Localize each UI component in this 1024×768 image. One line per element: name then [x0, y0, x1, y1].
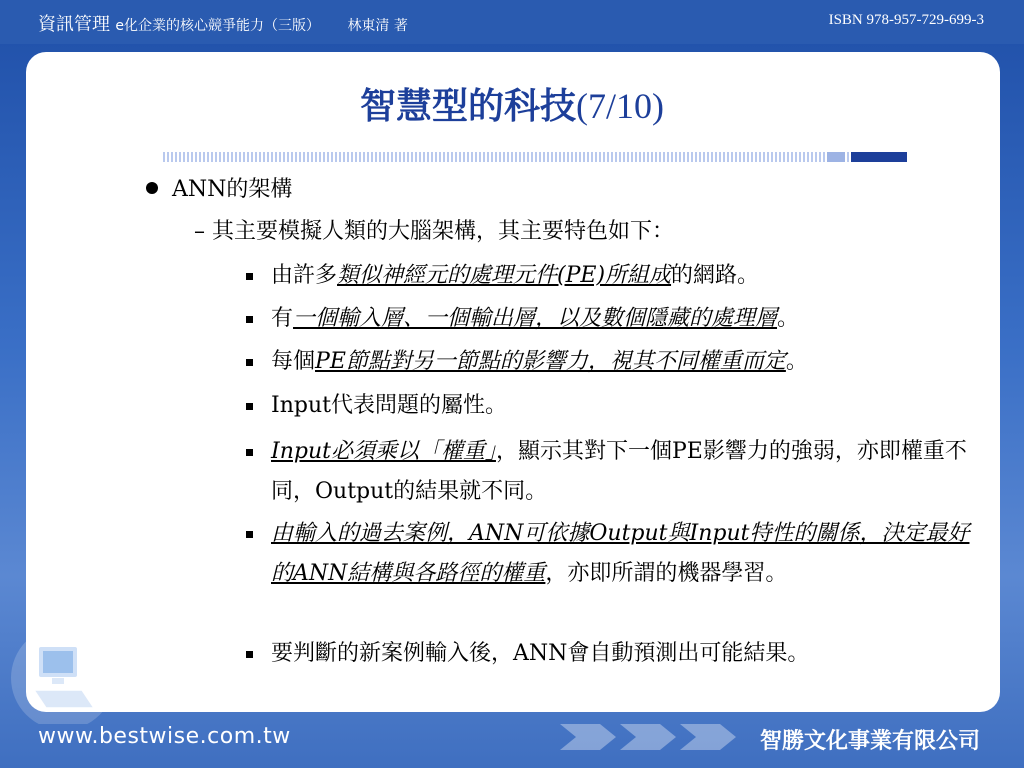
- slide-card: [26, 52, 1000, 712]
- list-item: [246, 386, 986, 426]
- b3-post: 。: [785, 349, 808, 374]
- b2-emphasis: 一個輸入層、一個輸出層，以及數個隱藏的處理層: [293, 306, 778, 331]
- list-item: [246, 514, 986, 594]
- b6-post: ，亦即所謂的機器學習。: [545, 561, 788, 586]
- divider-accent-light: [827, 152, 845, 162]
- b4-text: Input代表問題的屬性。: [271, 393, 507, 418]
- b1-pre: 由許多: [271, 263, 338, 288]
- bullet-level1: [146, 172, 292, 203]
- b7-text: 要判斷的新案例輸入後，ANN會自動預測出可能結果。: [271, 641, 810, 666]
- divider-accent-dark: [851, 152, 907, 162]
- computer-icon: [8, 632, 118, 724]
- bullet-square-icon: [246, 531, 253, 538]
- list-item: [246, 256, 986, 296]
- b2-pre: 有: [271, 306, 294, 331]
- book-author: 林東清 著: [347, 18, 408, 34]
- bullet-square-icon: [246, 273, 253, 280]
- bullet-square-icon: [246, 316, 253, 323]
- b5-post: ，顯示其對下一個PE影響力的強弱，亦即權重不同，Output的結果就不同。: [271, 439, 967, 504]
- b6-emphasis: 由輸入的過去案例，ANN可依據Output與Input特性的關係，決定最好的ANN結構與各路徑的權重: [271, 521, 970, 586]
- bullet-level2: – 其主要模擬人類的大腦架構，其主要特色如下：: [194, 219, 674, 244]
- bullet-level1-text: ANN的架構: [172, 177, 293, 202]
- bullet-dot-icon: [146, 182, 158, 194]
- isbn: ISBN 978-957-729-699-3: [828, 12, 984, 28]
- arrow-decoration-icon: [560, 716, 780, 758]
- list-item: [246, 299, 986, 339]
- book-prefix: 資訊管理: [38, 14, 110, 35]
- b1-post: 的網路。: [671, 263, 760, 288]
- list-item: [246, 634, 986, 674]
- bullet-square-icon: [246, 651, 253, 658]
- book-header: [38, 10, 408, 36]
- b1-emphasis: 類似神經元的處理元件(PE)所組成: [337, 263, 672, 288]
- list-item: [246, 342, 986, 382]
- company-name: 智勝文化事業有限公司: [759, 729, 980, 754]
- b3-emphasis: PE節點對另一節點的影響力，視其不同權重而定: [315, 349, 786, 374]
- book-title: e化企業的核心競爭能力（三版）: [115, 18, 321, 34]
- title-divider: [163, 152, 907, 162]
- b2-post: 。: [777, 306, 800, 331]
- title-main: 智慧型的科技: [360, 86, 577, 127]
- bullet-square-icon: [246, 403, 253, 410]
- bullet-square-icon: [246, 359, 253, 366]
- b3-pre: 每個: [271, 349, 316, 374]
- title-page: (7/10): [576, 86, 664, 126]
- bullet-square-icon: [246, 449, 253, 456]
- website-url: www.bestwise.com.tw: [38, 724, 291, 749]
- list-item: [246, 432, 986, 512]
- b5-emphasis: Input必須乘以「權重」: [271, 439, 496, 464]
- slide-title: [0, 78, 1024, 129]
